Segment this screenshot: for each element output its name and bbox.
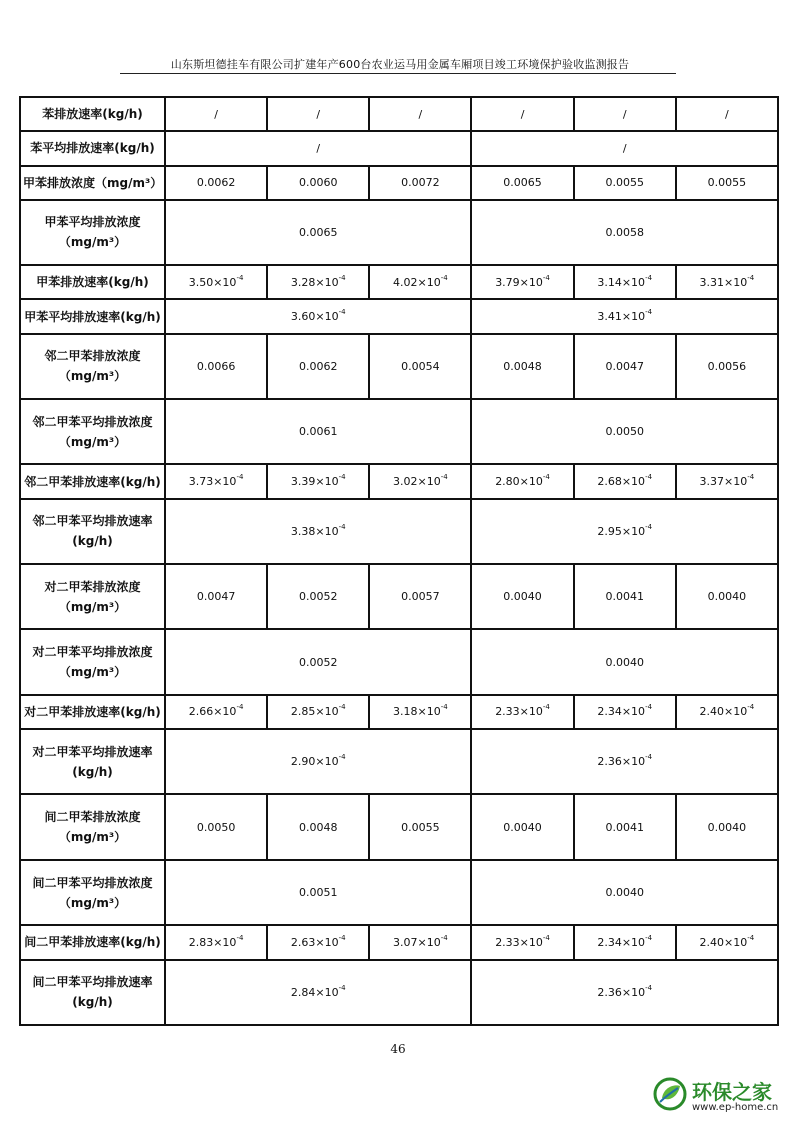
row-label: 苯平均排放速率(kg/h) bbox=[20, 131, 165, 165]
table-cell: / bbox=[471, 97, 573, 131]
table-row bbox=[20, 97, 778, 131]
average-cell-right: / bbox=[471, 131, 778, 165]
watermark-logo bbox=[652, 1072, 792, 1120]
row-label: 甲苯平均排放速率(kg/h) bbox=[20, 299, 165, 333]
table-cell: 0.0050 bbox=[165, 794, 267, 859]
average-cell-left: 0.0061 bbox=[165, 399, 471, 464]
table-cell: 0.0048 bbox=[267, 794, 369, 859]
table-row bbox=[20, 629, 778, 694]
table-cell: 0.0062 bbox=[267, 334, 369, 399]
table-row bbox=[20, 265, 778, 299]
table-cell: $3.02\times 10^{-4}$ bbox=[369, 464, 471, 498]
table-cell: 0.0040 bbox=[471, 564, 573, 629]
table-row bbox=[20, 729, 778, 794]
table-cell: 0.0060 bbox=[267, 166, 369, 200]
table-row bbox=[20, 925, 778, 959]
row-label: 邻二甲苯平均排放速率(kg/h) bbox=[20, 499, 165, 564]
table-cell: / bbox=[574, 97, 676, 131]
table-cell: $3.50\times 10^{-4}$ bbox=[165, 265, 267, 299]
table-cell: 0.0047 bbox=[165, 564, 267, 629]
table-cell: / bbox=[676, 97, 778, 131]
table-cell: / bbox=[267, 97, 369, 131]
table-cell: $3.18\times 10^{-4}$ bbox=[369, 695, 471, 729]
table-cell: $2.80\times 10^{-4}$ bbox=[471, 464, 573, 498]
table-cell: $3.31\times 10^{-4}$ bbox=[676, 265, 778, 299]
watermark-url: www.ep-home.cn bbox=[692, 1102, 779, 1113]
table-cell: 0.0055 bbox=[676, 166, 778, 200]
average-cell-left: 0.0051 bbox=[165, 860, 471, 925]
average-cell-left: 0.0065 bbox=[165, 200, 471, 265]
table-cell: $3.79\times 10^{-4}$ bbox=[471, 265, 573, 299]
table-row bbox=[20, 464, 778, 498]
table-cell: $2.66\times 10^{-4}$ bbox=[165, 695, 267, 729]
table-cell: $3.39\times 10^{-4}$ bbox=[267, 464, 369, 498]
table-row bbox=[20, 695, 778, 729]
table-cell: / bbox=[369, 97, 471, 131]
table-cell: 0.0057 bbox=[369, 564, 471, 629]
table-cell: 0.0072 bbox=[369, 166, 471, 200]
table-row bbox=[20, 334, 778, 399]
average-cell-right: $2.36\times 10^{-4}$ bbox=[471, 960, 778, 1025]
ep-home-leaf-icon bbox=[652, 1076, 688, 1112]
table-cell: 0.0041 bbox=[574, 564, 676, 629]
watermark-title: 环保之家 bbox=[692, 1080, 772, 1104]
report-header-title: 山东斯坦德挂车有限公司扩建年产600台农业运马用金属车厢项目竣工环境保护验收监测报告 bbox=[170, 58, 630, 71]
table-cell: $2.34\times 10^{-4}$ bbox=[574, 925, 676, 959]
row-label: 间二甲苯排放浓度（mg/m³） bbox=[20, 794, 165, 859]
average-cell-right: 0.0050 bbox=[471, 399, 778, 464]
table-row bbox=[20, 166, 778, 200]
row-label: 对二甲苯平均排放速率(kg/h) bbox=[20, 729, 165, 794]
average-cell-right: $2.36\times 10^{-4}$ bbox=[471, 729, 778, 794]
table-cell: 0.0062 bbox=[165, 166, 267, 200]
page-number: 46 bbox=[390, 1042, 406, 1056]
row-label: 间二甲苯平均排放浓度（mg/m³） bbox=[20, 860, 165, 925]
monitoring-data-table bbox=[19, 96, 779, 1026]
table-cell: $2.40\times 10^{-4}$ bbox=[676, 695, 778, 729]
average-cell-left: $3.60\times 10^{-4}$ bbox=[165, 299, 471, 333]
table-cell: $3.28\times 10^{-4}$ bbox=[267, 265, 369, 299]
table-row bbox=[20, 960, 778, 1025]
average-cell-right: $2.95\times 10^{-4}$ bbox=[471, 499, 778, 564]
table-cell: $2.68\times 10^{-4}$ bbox=[574, 464, 676, 498]
row-label: 邻二甲苯排放速率(kg/h) bbox=[20, 464, 165, 498]
row-label: 对二甲苯排放速率(kg/h) bbox=[20, 695, 165, 729]
average-cell-left: / bbox=[165, 131, 471, 165]
table-cell: 0.0040 bbox=[471, 794, 573, 859]
table-cell: / bbox=[165, 97, 267, 131]
table-cell: 0.0054 bbox=[369, 334, 471, 399]
average-cell-right: 0.0040 bbox=[471, 629, 778, 694]
table-cell: $2.33\times 10^{-4}$ bbox=[471, 925, 573, 959]
row-label: 邻二甲苯平均排放浓度（mg/m³） bbox=[20, 399, 165, 464]
table-cell: $2.63\times 10^{-4}$ bbox=[267, 925, 369, 959]
row-label: 间二甲苯排放速率(kg/h) bbox=[20, 925, 165, 959]
average-cell-right: 0.0058 bbox=[471, 200, 778, 265]
row-label: 对二甲苯排放浓度（mg/m³） bbox=[20, 564, 165, 629]
table-cell: 0.0047 bbox=[574, 334, 676, 399]
table-cell: 0.0055 bbox=[369, 794, 471, 859]
table-cell: $2.33\times 10^{-4}$ bbox=[471, 695, 573, 729]
table-cell: $2.40\times 10^{-4}$ bbox=[676, 925, 778, 959]
row-label: 邻二甲苯排放浓度（mg/m³） bbox=[20, 334, 165, 399]
average-cell-left: $3.38\times 10^{-4}$ bbox=[165, 499, 471, 564]
header-divider bbox=[120, 73, 676, 74]
table-cell: $2.83\times 10^{-4}$ bbox=[165, 925, 267, 959]
table-row bbox=[20, 794, 778, 859]
row-label: 甲苯排放浓度（mg/m³） bbox=[20, 166, 165, 200]
table-cell: 0.0066 bbox=[165, 334, 267, 399]
average-cell-left: $2.90\times 10^{-4}$ bbox=[165, 729, 471, 794]
table-cell: 0.0056 bbox=[676, 334, 778, 399]
table-cell: 0.0065 bbox=[471, 166, 573, 200]
table-cell: 0.0040 bbox=[676, 794, 778, 859]
table-row bbox=[20, 499, 778, 564]
average-cell-left: $2.84\times 10^{-4}$ bbox=[165, 960, 471, 1025]
table-cell: 0.0048 bbox=[471, 334, 573, 399]
table-cell: $4.02\times 10^{-4}$ bbox=[369, 265, 471, 299]
table-cell: $3.14\times 10^{-4}$ bbox=[574, 265, 676, 299]
row-label: 苯排放速率(kg/h) bbox=[20, 97, 165, 131]
table-row bbox=[20, 299, 778, 333]
table-row bbox=[20, 860, 778, 925]
table-row bbox=[20, 399, 778, 464]
table-row bbox=[20, 564, 778, 629]
table-cell: $2.85\times 10^{-4}$ bbox=[267, 695, 369, 729]
table-cell: $3.73\times 10^{-4}$ bbox=[165, 464, 267, 498]
table-cell: 0.0041 bbox=[574, 794, 676, 859]
average-cell-right: 0.0040 bbox=[471, 860, 778, 925]
table-cell: $3.07\times 10^{-4}$ bbox=[369, 925, 471, 959]
row-label: 间二甲苯平均排放速率(kg/h) bbox=[20, 960, 165, 1025]
average-cell-left: 0.0052 bbox=[165, 629, 471, 694]
average-cell-right: $3.41\times 10^{-4}$ bbox=[471, 299, 778, 333]
table-cell: 0.0055 bbox=[574, 166, 676, 200]
table-cell: $3.37\times 10^{-4}$ bbox=[676, 464, 778, 498]
row-label: 甲苯排放速率(kg/h) bbox=[20, 265, 165, 299]
table-row bbox=[20, 131, 778, 165]
table-cell: $2.34\times 10^{-4}$ bbox=[574, 695, 676, 729]
table-cell: 0.0052 bbox=[267, 564, 369, 629]
table-cell: 0.0040 bbox=[676, 564, 778, 629]
row-label: 甲苯平均排放浓度（mg/m³） bbox=[20, 200, 165, 265]
row-label: 对二甲苯平均排放浓度（mg/m³） bbox=[20, 629, 165, 694]
table-row bbox=[20, 200, 778, 265]
